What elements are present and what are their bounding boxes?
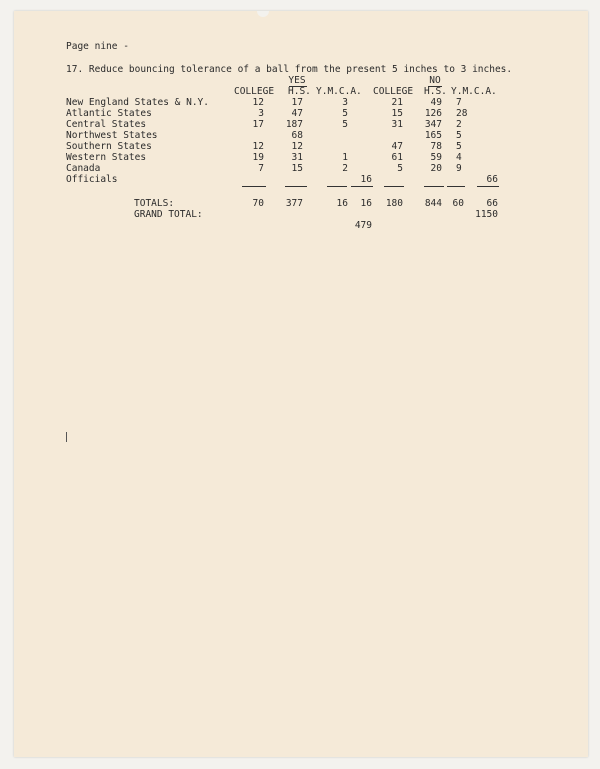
cell: 61 <box>391 152 403 163</box>
cell: 15 <box>391 108 403 119</box>
row-label: Western States <box>66 152 147 163</box>
cell: 21 <box>391 97 403 108</box>
total: 377 <box>285 198 303 209</box>
row-label: New England States & N.Y. <box>66 97 209 108</box>
sum-rule <box>351 186 373 187</box>
cell: 4 <box>456 152 462 163</box>
question-text: 17. Reduce bouncing tolerance of a ball from the present 5 inches to 3 inches. <box>66 64 513 75</box>
cell: 12 <box>291 141 303 152</box>
cell: 5 <box>456 141 462 152</box>
col-no-ymca: Y.M.C.A. <box>451 86 497 97</box>
col-no-hs: H.S. <box>424 86 447 97</box>
total: 180 <box>385 198 403 209</box>
row-label: Central States <box>66 119 147 130</box>
cell: 187 <box>285 119 303 130</box>
cell: 9 <box>456 163 462 174</box>
cell: 7 <box>456 97 462 108</box>
cell: 12 <box>252 141 264 152</box>
sum-rule <box>424 186 444 187</box>
officials-no: 66 <box>486 174 498 185</box>
row-label: Canada <box>66 163 101 174</box>
cell: 19 <box>252 152 264 163</box>
col-yes-hs: H.S. <box>288 86 311 97</box>
cell: 17 <box>291 97 303 108</box>
grand-total-no: 1150 <box>475 209 498 220</box>
sum-rule <box>477 186 499 187</box>
total: 66 <box>486 198 498 209</box>
totals-label: TOTALS: <box>134 198 175 209</box>
cell: 3 <box>342 97 348 108</box>
cell: 126 <box>424 108 442 119</box>
col-yes-college: COLLEGE <box>234 86 275 97</box>
grand-total-yes: 479 <box>354 220 372 231</box>
total: 60 <box>452 198 464 209</box>
stray-mark <box>66 432 67 442</box>
cell: 347 <box>424 119 442 130</box>
cell: 1 <box>342 152 348 163</box>
officials-yes: 16 <box>360 174 372 185</box>
row-label: Northwest States <box>66 130 158 141</box>
cell: 5 <box>342 119 348 130</box>
cell: 20 <box>430 163 442 174</box>
cell: 68 <box>291 130 303 141</box>
no-header: NO <box>429 75 441 86</box>
cell: 2 <box>342 163 348 174</box>
total: 16 <box>360 198 372 209</box>
total: 70 <box>252 198 264 209</box>
cell: 5 <box>456 130 462 141</box>
yes-header: YES <box>288 75 306 86</box>
col-yes-ymca: Y.M.C.A. <box>316 86 362 97</box>
cell: 17 <box>252 119 264 130</box>
row-label: Southern States <box>66 141 152 152</box>
row-label-officials: Officials <box>66 174 118 185</box>
sum-rule <box>285 186 307 187</box>
cell: 3 <box>258 108 264 119</box>
sum-rule <box>242 186 266 187</box>
cell: 2 <box>456 119 462 130</box>
cell: 15 <box>291 163 303 174</box>
total: 16 <box>336 198 348 209</box>
row-label: Atlantic States <box>66 108 152 119</box>
cell: 47 <box>291 108 303 119</box>
total: 844 <box>424 198 442 209</box>
cell: 78 <box>430 141 442 152</box>
page-label: Page nine - <box>66 41 129 52</box>
cell: 31 <box>391 119 403 130</box>
cell: 5 <box>397 163 403 174</box>
cell: 47 <box>391 141 403 152</box>
col-no-college: COLLEGE <box>373 86 414 97</box>
cell: 12 <box>252 97 264 108</box>
sum-rule <box>327 186 347 187</box>
cell: 165 <box>424 130 442 141</box>
cell: 49 <box>430 97 442 108</box>
cell: 7 <box>258 163 264 174</box>
sum-rule <box>447 186 465 187</box>
cell: 5 <box>342 108 348 119</box>
sum-rule <box>384 186 404 187</box>
cell: 31 <box>291 152 303 163</box>
grand-total-label: GRAND TOTAL: <box>134 209 203 220</box>
cell: 28 <box>456 108 468 119</box>
cell: 59 <box>430 152 442 163</box>
